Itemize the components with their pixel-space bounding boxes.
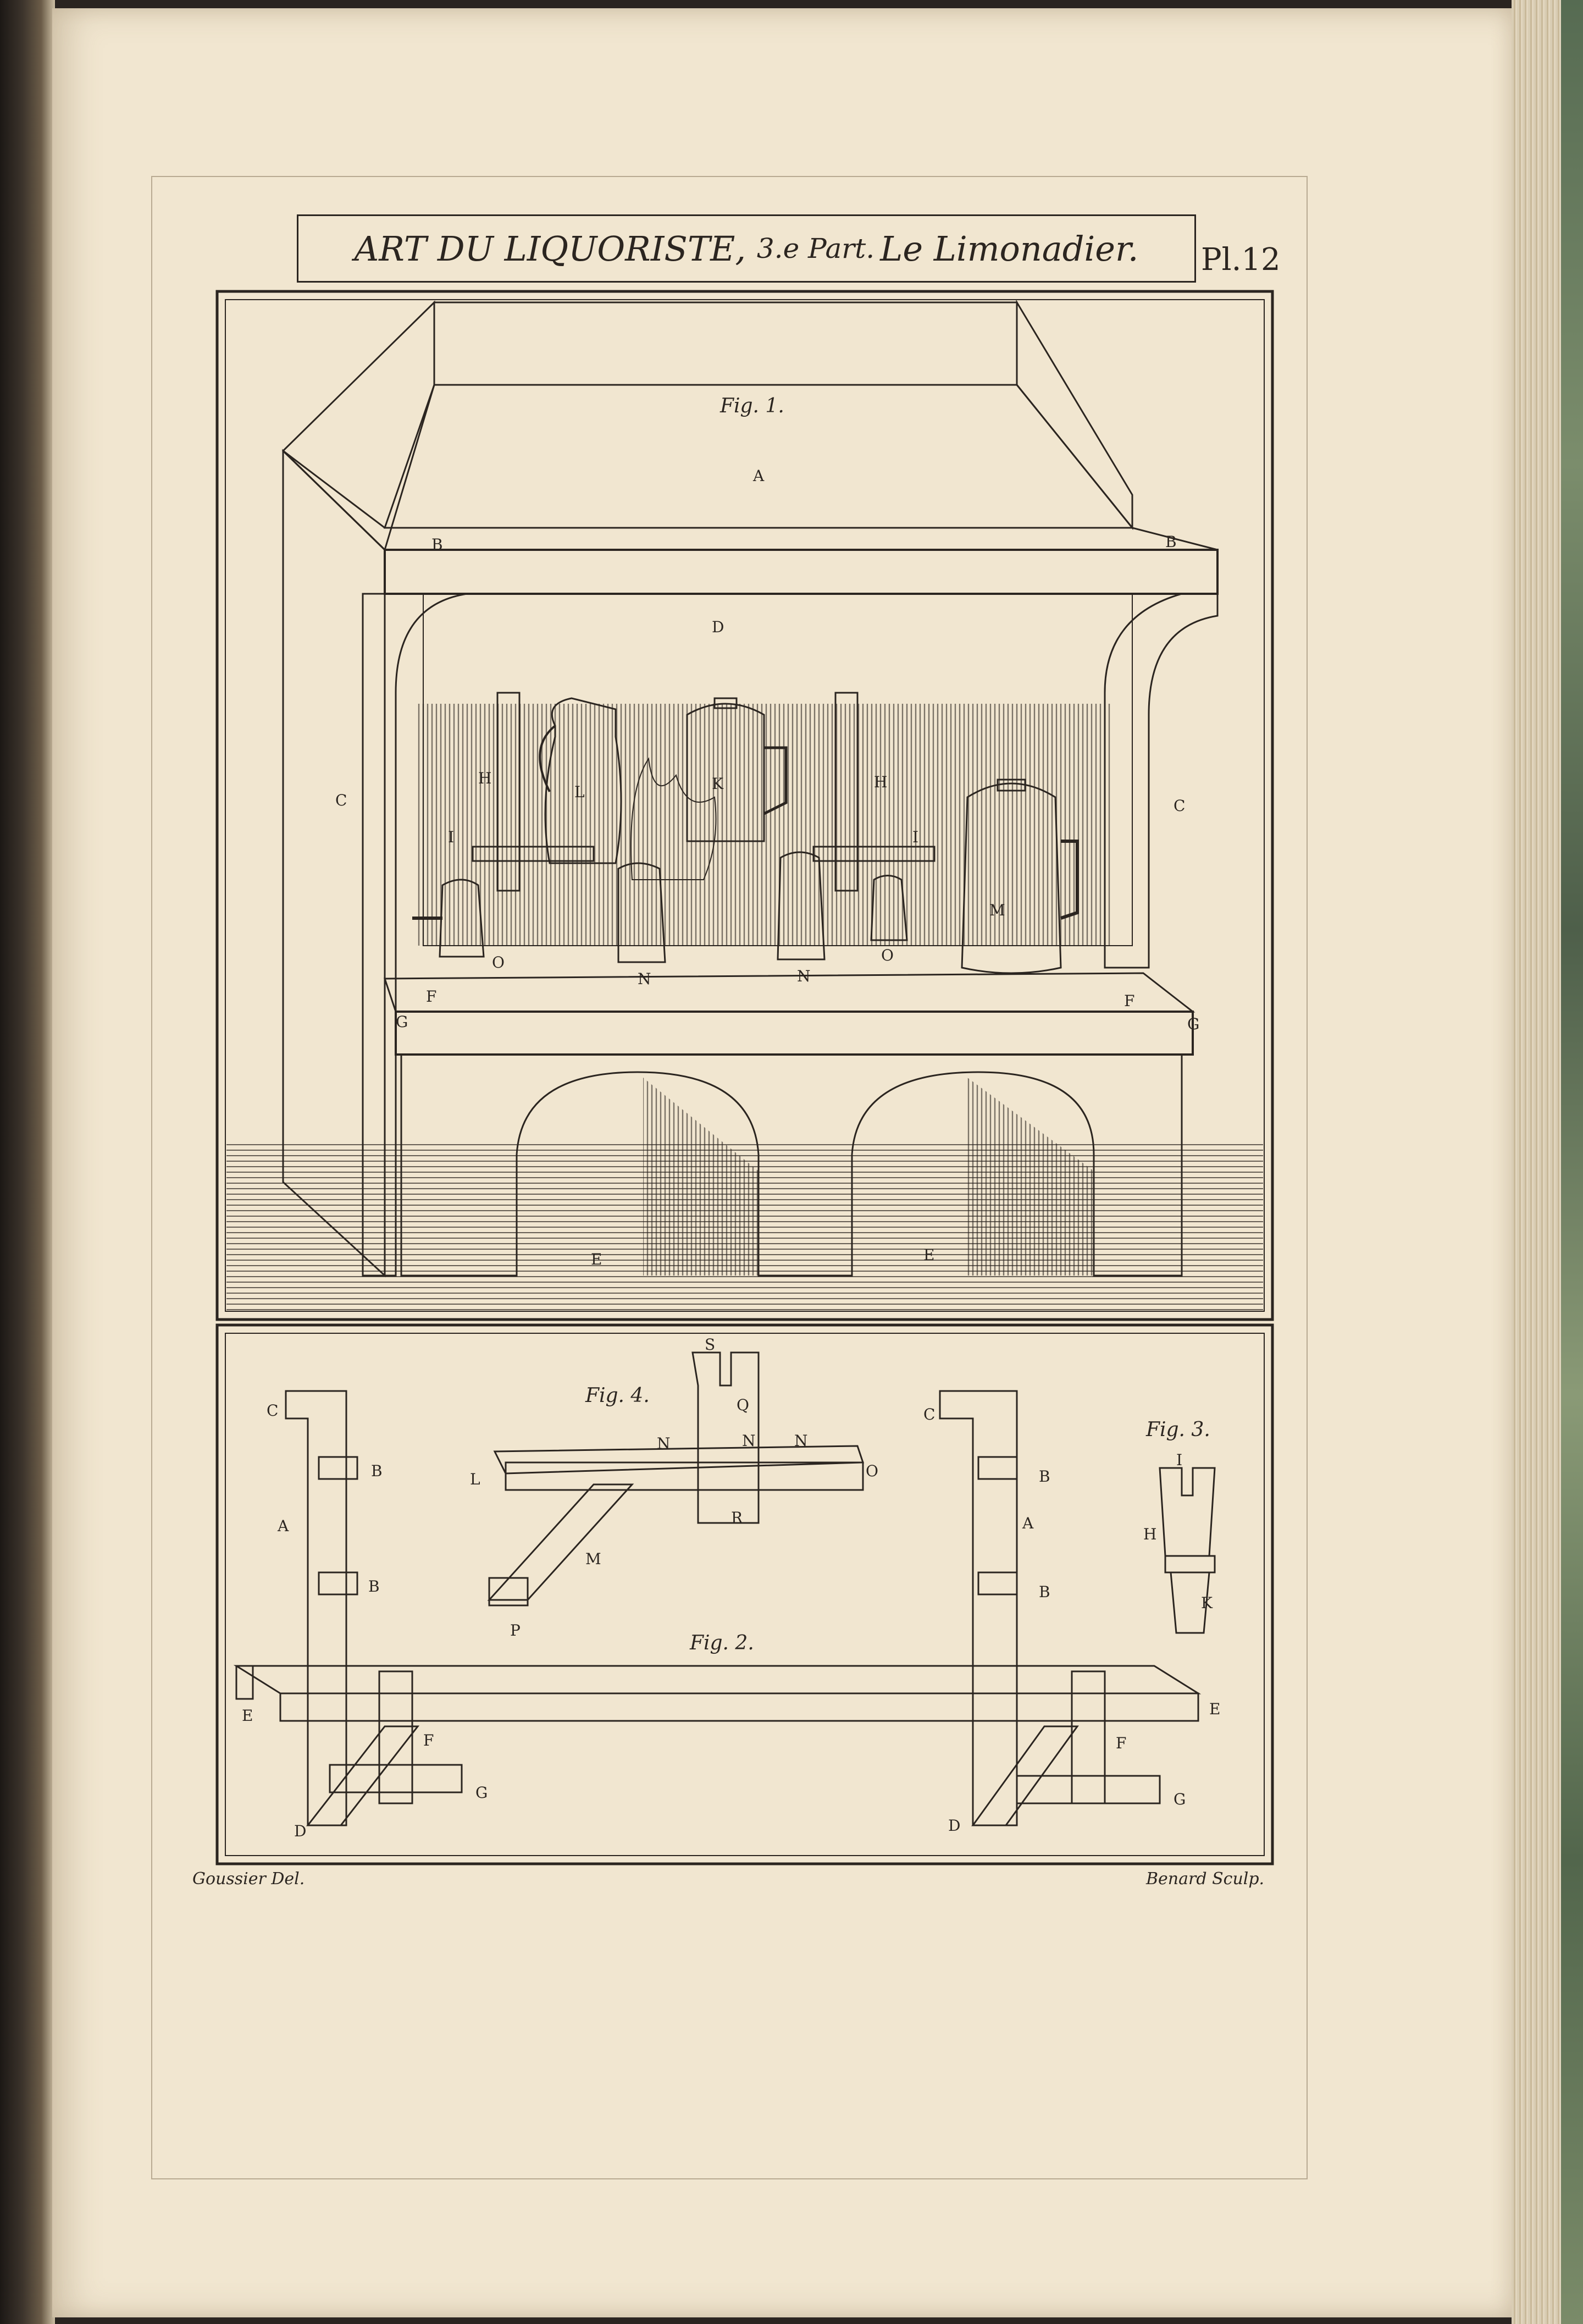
- fig1-label: L: [574, 783, 585, 801]
- fig1-label: I: [912, 828, 919, 846]
- fig1-label: E: [923, 1246, 935, 1264]
- title-part: 3.e Part.: [756, 233, 875, 264]
- fig4-label: O: [866, 1462, 878, 1480]
- fig2-label: E: [1209, 1700, 1221, 1718]
- fig1-label: N: [638, 970, 651, 988]
- fig1-label: B: [1165, 533, 1177, 551]
- credit-engraver: Benard Sculp.: [1146, 1869, 1265, 1889]
- fig2-caption: Fig. 2.: [690, 1632, 754, 1654]
- fig2-right-upright: [940, 1391, 1017, 1825]
- fig2-spit-bar: [236, 1666, 1198, 1721]
- fig2-label: D: [294, 1822, 307, 1840]
- fig3-label: I: [1176, 1451, 1183, 1469]
- fig4-label: P: [510, 1621, 521, 1640]
- fig4-label: Q: [737, 1396, 749, 1414]
- fig1-right-jamb: [1105, 594, 1217, 968]
- fig2-label: C: [267, 1401, 279, 1420]
- fig1-label: D: [712, 618, 724, 636]
- fig1-label: G: [1187, 1015, 1200, 1033]
- credit-draftsman: Goussier Del.: [192, 1869, 305, 1889]
- fig4-label: S: [705, 1335, 716, 1354]
- fig1-label: F: [1124, 992, 1135, 1010]
- fig1-label: M: [989, 901, 1005, 919]
- fig1-label: H: [874, 773, 888, 791]
- fig1-hearth-slab: [385, 973, 1193, 1055]
- fig2-trestle-feet: [308, 1671, 1160, 1825]
- fig4-label: N: [794, 1432, 808, 1450]
- fig4-tool: [489, 1353, 863, 1605]
- fig1-label: K: [712, 775, 723, 793]
- plate-number: Pl.12: [1201, 242, 1281, 278]
- fig1-label: A: [753, 467, 765, 485]
- fig1-label: O: [492, 953, 505, 971]
- fig3-caption: Fig. 3.: [1146, 1418, 1210, 1441]
- fig1-label: C: [335, 791, 347, 809]
- fig3-label: K: [1201, 1594, 1213, 1612]
- fig4-label: N: [742, 1432, 756, 1450]
- fig2-label: B: [368, 1577, 380, 1596]
- fig2-label: G: [1174, 1790, 1186, 1808]
- fig1-label: C: [1174, 797, 1186, 815]
- fig1-label: H: [478, 769, 492, 787]
- title-sub: Le Limonadier.: [880, 228, 1139, 269]
- fig2-label: B: [371, 1462, 383, 1480]
- fig2-left-upright: [286, 1391, 357, 1825]
- fig2-label: B: [1039, 1583, 1050, 1601]
- title-main: ART DU LIQUORISTE,: [354, 228, 746, 269]
- fig2-label: A: [1022, 1514, 1034, 1532]
- fig2-label: F: [1116, 1734, 1127, 1752]
- fig1-label: E: [591, 1250, 602, 1268]
- fig2-label: G: [475, 1784, 488, 1802]
- fig2-label: F: [423, 1731, 434, 1749]
- fig2-label: B: [1039, 1467, 1050, 1486]
- fig2-label: A: [278, 1517, 289, 1535]
- fig1-label: N: [797, 967, 811, 985]
- fig1-label: I: [448, 828, 455, 846]
- fig4-caption: Fig. 4.: [585, 1384, 650, 1407]
- fig4-label: R: [731, 1509, 743, 1527]
- fig1-chimney-hood: [283, 302, 1217, 594]
- fig4-label: M: [585, 1550, 601, 1568]
- fig1-label: O: [881, 946, 894, 964]
- fig1-label: G: [396, 1013, 408, 1031]
- fig2-label: D: [948, 1817, 961, 1835]
- fig4-label: L: [470, 1470, 480, 1488]
- fig2-label: E: [242, 1707, 253, 1725]
- fig1-caption: Fig. 1.: [720, 395, 784, 417]
- fig2-label: C: [923, 1405, 936, 1423]
- fig4-label: N: [657, 1434, 671, 1453]
- fig1-label: F: [426, 987, 437, 1006]
- fig4-labels: [470, 1335, 878, 1640]
- fig3-label: H: [1143, 1525, 1157, 1543]
- fig1-label: B: [431, 536, 443, 554]
- fig3-labels: [1143, 1451, 1213, 1612]
